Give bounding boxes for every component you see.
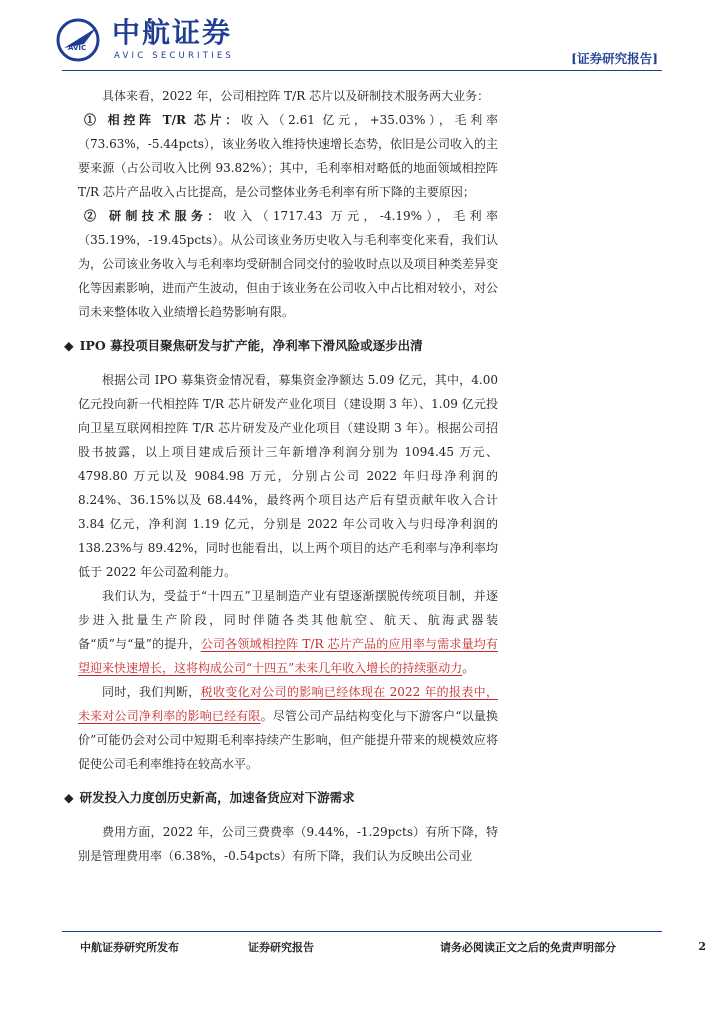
item-1-label: ① 相控阵 T/R 芯片： [84, 113, 242, 127]
section-2-title: 研发投入力度创历史新高，加速备货应对下游需求 [79, 790, 355, 805]
footer-publisher: 中航证券研究所发布 [80, 941, 179, 954]
report-body [64, 84, 499, 868]
tax-text-end: 。尽管公司产品结构变化与下游客户“以量换价”可能仍会对公司中短期毛利率持续产生影响，但产能提升带来的规模效应将促使公司毛利率维持在较高水平。 [78, 709, 498, 771]
svg-text:AVIC: AVIC [68, 44, 87, 52]
section-heading-rnd [64, 786, 484, 810]
diamond-bullet-icon: ◆ [64, 338, 74, 353]
report-tag: [证券研究报告] [571, 51, 658, 66]
ipo-paragraph: 根据公司 IPO 募集资金情况看，募集资金净额达 5.09 亿元，其中，4.00 亿元投向新一代相控阵 T/R 芯片研发产业化项目（建设期 3 年）、1.09 亿元投向卫星互联网相控阵 T/R 芯片研发及产业化项目（建设期 3 年）。根据公司招股书披露，以上项目建成后预计三年新增净利润分别为 1094.45 万元、4798.80 万元以及 9084.98 万元，分别占公司 2022 年归母净利润的 8.24%、36.15%以及 68.44%，最终两个项目达产后有望贡献年收入合计 3.84 亿元，净利润 1.19 亿元，分别是 2022 年公司收入与归母净利润的 138.23%与 89.42%，同时也能看出，以上两个项目的达产毛利率与净利率均低于 2022 年公司盈利能力。 [78, 373, 498, 579]
outlook-highlight: 公司各领域相控阵 T/R 芯片产品的应用率与需求量均有望迎来快速增长，这将构成公司“十四五”未来几年收入增长的持续驱动力 [78, 637, 498, 675]
outlook-text: 我们认为，受益于“十四五”卫星制造产业有望逐渐摆脱传统项目制，并逐步进入批量生产阶段，同时伴随各类其他航空、航天、航海武器装备“质”与“量”的提升， [78, 589, 498, 651]
tax-paragraph [78, 680, 498, 776]
item-1-text: 收入（2.61 亿元，+35.03%），毛利率（73.63%，-5.44pcts），该业务收入维持快速增长态势，依旧是公司收入的主要来源（占公司收入比例 93.82%）；其中，毛利率相对略低的地面领域相控阵 T/R 芯片产品收入占比提高，是公司整体业务毛利率有所下降的主要原因； [78, 113, 498, 199]
avic-logo-icon [56, 18, 104, 62]
outlook-paragraph [78, 584, 498, 680]
page-header [0, 0, 724, 72]
brand-name-cn: 中航证券 [112, 16, 233, 49]
section-heading-ipo [64, 334, 484, 358]
brand-name-en: AVIC SECURITIES [114, 51, 235, 61]
section-1-title: IPO 募投项目聚焦研发与扩产能，净利率下滑风险或逐步出清 [79, 338, 423, 353]
diamond-bullet-icon: ◆ [64, 790, 74, 805]
header-divider [62, 70, 662, 71]
footer-report-type: 证券研究报告 [248, 941, 314, 954]
footer-disclaimer: 请务必阅读正文之后的免责声明部分 [440, 941, 616, 954]
tax-highlight: 税收变化对公司的影响已经体现在 2022 年的报表中，未来对公司净利率的影响已经有限 [78, 685, 498, 723]
business-item-1 [78, 108, 498, 204]
item-2-label: ② 研制技术服务： [84, 209, 224, 223]
tax-text-start: 同时，我们判断， [102, 685, 201, 699]
intro-paragraph: 具体来看，2022 年，公司相控阵 T/R 芯片以及研制技术服务两大业务： [102, 89, 490, 103]
expense-paragraph: 费用方面，2022 年，公司三费费率（9.44%，-1.29pcts）有所下降，特别是管理费用率（6.38%，-0.54pcts）有所下降，我们认为反映出公司业 [78, 825, 498, 863]
item-2-text: 收入（1717.43 万元，-4.19%），毛利率（35.19%，-19.45pcts）。从公司该业务历史收入与毛利率变化来看，我们认为，公司该业务收入与毛利率均受研制合同交付的验收时点以及项目种类差异变化等因素影响，进而产生波动，但由于该业务在公司收入中占比相对较小，对公司未来整体收入业绩增长趋势影响有限。 [78, 209, 499, 319]
outlook-end: 。 [462, 661, 475, 675]
page-number: 2 [698, 940, 706, 953]
footer-divider [62, 931, 662, 932]
business-item-2 [78, 204, 498, 324]
